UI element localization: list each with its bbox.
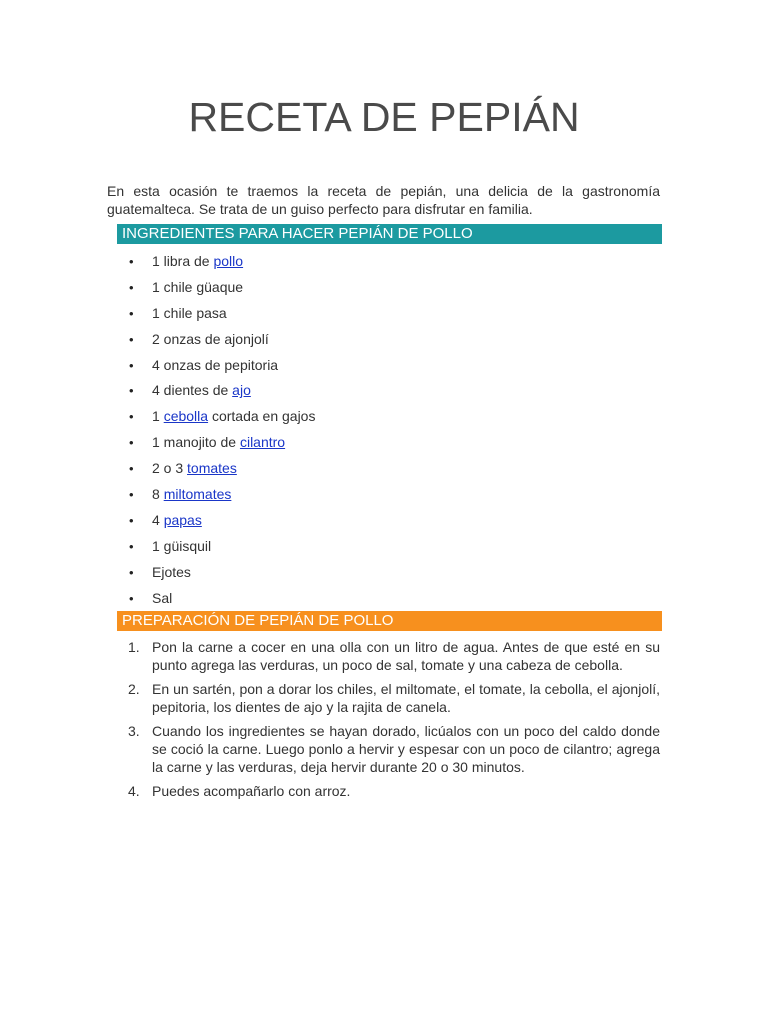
ingredient-item	[107, 404, 660, 430]
ingredient-text: 8	[152, 486, 164, 503]
step-text: En un sartén, pon a dorar los chiles, el miltomate, el tomate, la cebolla, el ajonjolí, pepitoria, los dientes de ajo y la rajita de canela.	[152, 681, 660, 715]
bullet-icon: •	[129, 383, 134, 399]
ingredients-heading: INGREDIENTES PARA HACER PEPIÁN DE POLLO	[117, 224, 662, 244]
bullet-icon: •	[129, 512, 134, 528]
ingredient-item	[107, 534, 660, 560]
ingredient-text: 1	[152, 408, 164, 425]
ingredient-text: 2 o 3	[152, 460, 188, 477]
ingredient-item	[107, 327, 660, 353]
ingredient-link[interactable]: ajo	[232, 382, 251, 399]
ingredient-text: 4	[152, 511, 164, 528]
step-text: Puedes acompañarlo con arroz.	[152, 783, 351, 799]
ingredient-item	[107, 508, 660, 534]
ingredient-link[interactable]: cilantro	[239, 434, 286, 451]
preparation-step	[107, 782, 660, 800]
ingredient-text: 1 manojito de	[152, 434, 240, 451]
step-text: Cuando los ingredientes se hayan dorado, licúalos con un poco del caldo donde se coció la carne. Luego ponlo a hervir y espesar con un poco de cilantro; agrega la carne y las verduras, deja hervir durante 20 o 30 minutos.	[152, 723, 660, 775]
preparation-heading: PREPARACIÓN DE PEPIÁN DE POLLO	[117, 611, 662, 631]
ingredient-link[interactable]: tomates	[187, 460, 237, 477]
ingredient-text: cortada en gajos	[208, 408, 316, 425]
preparation-step	[107, 638, 660, 674]
ingredient-item	[107, 249, 660, 275]
ingredient-item	[107, 560, 660, 586]
ingredient-text: Ejotes	[152, 563, 191, 580]
bullet-icon: •	[129, 461, 134, 477]
ingredient-item	[107, 301, 660, 327]
ingredient-text: 1 chile pasa	[152, 304, 227, 321]
bullet-icon: •	[129, 564, 134, 580]
page-title: RECETA DE PEPIÁN	[188, 94, 580, 140]
bullet-icon: •	[129, 357, 134, 373]
ingredient-item	[107, 353, 660, 379]
step-number: 1.	[128, 639, 140, 655]
bullet-icon: •	[129, 331, 134, 347]
step-number: 2.	[128, 681, 140, 697]
preparation-steps-list	[107, 638, 660, 806]
preparation-step	[107, 680, 660, 716]
ingredient-text: 1 libra de	[152, 253, 214, 269]
bullet-icon: •	[129, 279, 134, 295]
bullet-icon: •	[129, 435, 134, 451]
ingredient-link[interactable]: miltomates	[163, 486, 232, 503]
ingredient-text: 4 dientes de	[152, 382, 233, 399]
step-number: 3.	[128, 723, 140, 739]
bullet-icon: •	[129, 305, 134, 321]
step-text: Pon la carne a cocer en una olla con un litro de agua. Antes de que esté en su punto agrega las verduras, un poco de sal, tomate y una cabeza de cebolla.	[152, 639, 660, 673]
ingredient-text: 1 chile güaque	[152, 278, 244, 295]
ingredient-item	[107, 482, 660, 508]
ingredient-text: 4 onzas de pepitoria	[152, 356, 279, 373]
ingredients-list	[107, 249, 660, 611]
ingredient-text: Sal	[152, 589, 173, 606]
bullet-icon: •	[129, 487, 134, 503]
ingredient-item	[107, 275, 660, 301]
ingredient-item	[107, 586, 660, 612]
bullet-icon: •	[129, 409, 134, 425]
ingredient-text: 1 güisquil	[152, 537, 212, 554]
step-number: 4.	[128, 783, 140, 799]
ingredient-item	[107, 430, 660, 456]
bullet-icon: •	[129, 254, 134, 269]
ingredient-link[interactable]: pollo	[213, 253, 244, 269]
bullet-icon: •	[129, 590, 134, 606]
preparation-step	[107, 722, 660, 776]
bullet-icon: •	[129, 538, 134, 554]
ingredient-item	[107, 378, 660, 404]
ingredient-link[interactable]: papas	[163, 511, 202, 528]
intro-paragraph: En esta ocasión te traemos la receta de pepián, una delicia de la gastronomía guatemalteca. Se trata de un guiso perfecto para disfrutar en familia.	[107, 183, 660, 217]
ingredient-item	[107, 456, 660, 482]
ingredient-link[interactable]: cebolla	[163, 408, 209, 425]
ingredient-text: 2 onzas de ajonjolí	[152, 330, 269, 347]
